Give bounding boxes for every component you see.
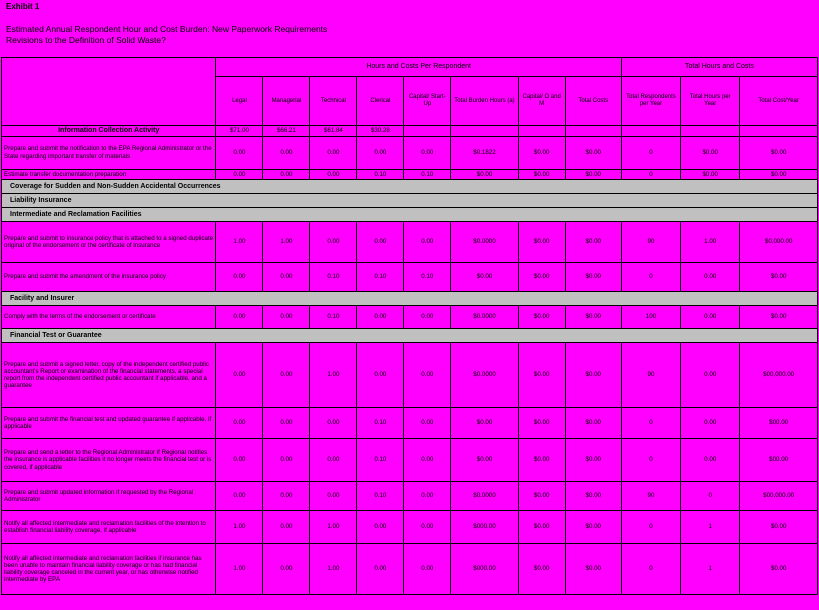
table-row [2,263,818,292]
rate-blank-5 [621,126,680,137]
cell-total-cost-year: $00,000.00 [740,343,818,408]
cell-total-burden-hours: $0.00 [451,408,518,439]
cell-managerial: 1.00 [263,222,310,263]
cell-legal: 1.00 [216,511,263,544]
cell-total-burden-hours: $0.0000 [451,343,518,408]
table-row [2,482,818,511]
table-row [2,222,818,263]
cell-total-hours: 0.00 [681,306,740,329]
cell-total-costs: $0.00 [565,482,621,511]
cell-total-costs: $0.00 [565,544,621,595]
cell-technical: 1.00 [310,343,357,408]
cell-total-cost-year: $00.00 [740,439,818,482]
activity-label: Notify all affected intermediate and reclamation facilities of the intention to establish financial liability coverage, if applicable [2,511,216,544]
cell-technical: 0.10 [310,306,357,329]
column-header-total-respondents: Total Respondents per Year [621,77,680,126]
cell-managerial: 0.00 [263,263,310,292]
cell-technical: 0.00 [310,482,357,511]
activity-column-header: Information Collection Activity [2,126,216,137]
column-header-legal: Legal [216,77,263,126]
table-row [2,306,818,329]
cell-total-burden-hours: $0.00 [451,263,518,292]
cell-managerial: 0.00 [263,439,310,482]
cell-clerical: 0.10 [357,169,404,180]
cell-total-respondents: 100 [621,306,680,329]
column-header-total-costs: Total Costs [565,77,621,126]
cell-legal: 0.00 [216,343,263,408]
cell-capital-om: $0.00 [518,136,565,169]
column-header-managerial: Managerial [263,77,310,126]
rate-blank-1 [404,126,451,137]
section-header-facility-insurer: Facility and Insurer [2,292,818,306]
rate-technical: $61.84 [310,126,357,137]
cell-legal: 0.00 [216,439,263,482]
cell-technical: 0.00 [310,136,357,169]
cell-total-costs: $0.00 [565,306,621,329]
rate-clerical: $30.28 [357,126,404,137]
cell-total-hours: $0.00 [681,136,740,169]
cell-capital-startup: 0.00 [404,511,451,544]
cell-total-respondents: 0 [621,544,680,595]
cell-managerial: 0.00 [263,136,310,169]
cell-technical: 0.10 [310,263,357,292]
column-header-capital-startup: Capital/ Start-Up [404,77,451,126]
cell-total-burden-hours: $0.1822 [451,136,518,169]
activity-label: Comply with the terms of the endorsement or certificate [2,306,216,329]
activity-label: Prepare and send a letter to the Regional Administrator if Regional notifies the insurance is applicable facilities it no longer meets the financial test or is covered, if applicable [2,439,216,482]
cell-clerical: 0.00 [357,222,404,263]
table-rates-row [2,126,818,137]
activity-label: Prepare and submit a signed letter, copy of the independent certified public accountant's Report or examination of the financial statements, a special report from the independent certified public accountant if applicable, and a guarantee [2,343,216,408]
cell-capital-startup: 0.00 [404,222,451,263]
cell-capital-startup: 0.00 [404,544,451,595]
cell-total-hours: 0.00 [681,263,740,292]
section-row [2,292,818,306]
cell-total-respondents: 0 [621,136,680,169]
section-row [2,194,818,208]
cell-clerical: 0.00 [357,136,404,169]
section-header-financial-test: Financial Test or Guarantee [2,329,818,343]
cell-total-respondents: 0 [621,408,680,439]
cell-total-hours: 1.00 [681,222,740,263]
cell-total-burden-hours: $0.0000 [451,222,518,263]
header-corner-cell [2,58,216,126]
cell-clerical: 0.10 [357,263,404,292]
cell-capital-startup: 0.00 [404,439,451,482]
cell-total-burden-hours: $0.00 [451,439,518,482]
cell-legal: 0.00 [216,306,263,329]
title-line-1: Estimated Annual Respondent Hour and Cost Burden: New Paperwork Requirements [6,24,328,34]
activity-label: Prepare and submit updated information if requested by the Regional Administrator [2,482,216,511]
cell-total-cost-year: $0.00 [740,511,818,544]
cell-capital-startup: 0.00 [404,306,451,329]
cell-total-costs: $0.00 [565,169,621,180]
group-header-per-respondent: Hours and Costs Per Respondent [216,58,621,77]
cell-technical: 1.00 [310,544,357,595]
cell-total-respondents: 90 [621,482,680,511]
column-header-technical: Technical [310,77,357,126]
cell-total-cost-year: $0.00 [740,169,818,180]
cell-capital-startup: 0.00 [404,408,451,439]
cell-managerial: 0.00 [263,169,310,180]
cell-total-respondents: 90 [621,222,680,263]
rate-blank-6 [681,126,740,137]
column-header-capital-om: Capital/ O and M [518,77,565,126]
cell-total-respondents: 0 [621,169,680,180]
activity-label: Estimate transfer documentation preparation [2,169,216,180]
cell-total-hours: 0.00 [681,343,740,408]
cell-total-hours: 0.00 [681,408,740,439]
title-line-2: Revisions to the Definition of Solid Waste? [6,35,166,45]
cell-total-burden-hours: $000.00 [451,511,518,544]
rate-managerial: $66.21 [263,126,310,137]
cell-capital-om: $0.00 [518,263,565,292]
cell-capital-startup: 0.00 [404,482,451,511]
cell-clerical: 0.00 [357,306,404,329]
rate-blank-4 [565,126,621,137]
cell-capital-om: $0.00 [518,544,565,595]
cell-technical: 0.00 [310,439,357,482]
cell-total-hours: 0.00 [681,439,740,482]
cell-capital-om: $0.00 [518,482,565,511]
cell-capital-om: $0.00 [518,222,565,263]
cell-total-costs: $0.00 [565,439,621,482]
activity-label: Prepare and submit the notification to the EPA Regional Administrator or the State regarding important transfer of materials [2,136,216,169]
activity-label: Notify all affected intermediate and reclamation facilities if insurance has been unable to maintain financial liability coverage or has had financial liability coverage canceled in the current year, or has otherwise notified intermediate by EPA [2,544,216,595]
rate-blank-2 [451,126,518,137]
cell-legal: 0.00 [216,482,263,511]
cell-managerial: 0.00 [263,544,310,595]
rate-blank-7 [740,126,818,137]
cell-total-hours: 1 [681,544,740,595]
cell-total-costs: $0.00 [565,408,621,439]
cell-technical: 0.00 [310,408,357,439]
burden-table [1,57,818,595]
table-row [2,408,818,439]
cell-managerial: 0.00 [263,511,310,544]
cell-legal: 1.00 [216,222,263,263]
section-header-intermediate-reclamation: Intermediate and Reclamation Facilities [2,208,818,222]
cell-technical: 0.00 [310,169,357,180]
cell-clerical: 0.00 [357,343,404,408]
exhibit-label: Exhibit 1 [6,2,40,11]
table-row [2,169,818,180]
table-row [2,136,818,169]
activity-label: Prepare and submit the amendment of the insurance policy [2,263,216,292]
rate-blank-3 [518,126,565,137]
cell-managerial: 0.00 [263,482,310,511]
cell-managerial: 0.00 [263,306,310,329]
cell-clerical: 0.10 [357,482,404,511]
cell-total-cost-year: $0.00 [740,544,818,595]
cell-total-hours: 0 [681,482,740,511]
column-header-total-burden-hours: Total Burden Hours (a) [451,77,518,126]
cell-legal: 0.00 [216,408,263,439]
cell-total-burden-hours: $000.00 [451,544,518,595]
page-title [6,24,506,46]
cell-total-cost-year: $0.00 [740,136,818,169]
table-row [2,343,818,408]
cell-capital-om: $0.00 [518,439,565,482]
section-row [2,180,818,194]
cell-total-costs: $0.00 [565,136,621,169]
cell-total-respondents: 0 [621,439,680,482]
cell-clerical: 0.00 [357,544,404,595]
cell-total-respondents: 0 [621,263,680,292]
cell-total-cost-year: $0.00 [740,263,818,292]
cell-legal: 0.00 [216,263,263,292]
cell-total-hours: 1 [681,511,740,544]
cell-total-burden-hours: $0.0000 [451,306,518,329]
table-group-header-row [2,58,818,77]
cell-clerical: 0.10 [357,408,404,439]
cell-total-hours: $0.00 [681,169,740,180]
column-header-total-hours: Total Hours per Year [681,77,740,126]
column-header-clerical: Clerical [357,77,404,126]
cell-total-cost-year: $00,000.00 [740,482,818,511]
cell-capital-startup: 0.00 [404,343,451,408]
cell-capital-om: $0.00 [518,306,565,329]
cell-capital-startup: 0.10 [404,169,451,180]
cell-capital-om: $0.00 [518,408,565,439]
cell-clerical: 0.10 [357,439,404,482]
section-header-sudden-occurrences: Coverage for Sudden and Non-Sudden Accidental Occurrences [2,180,818,194]
cell-total-respondents: 90 [621,343,680,408]
cell-total-costs: $0.00 [565,222,621,263]
section-header-liability-insurance: Liability Insurance [2,194,818,208]
cell-total-costs: $0.00 [565,511,621,544]
cell-total-costs: $0.00 [565,263,621,292]
cell-capital-om: $0.00 [518,343,565,408]
cell-technical: 0.00 [310,222,357,263]
cell-capital-startup: 0.10 [404,263,451,292]
cell-total-respondents: 0 [621,511,680,544]
activity-label: Prepare and submit to insurance policy that is attached to a signed duplicate original of the endorsement or the certificate of insurance [2,222,216,263]
cell-capital-startup: 0.00 [404,136,451,169]
section-row [2,329,818,343]
cell-capital-om: $0.00 [518,169,565,180]
cell-capital-om: $0.00 [518,511,565,544]
cell-total-burden-hours: $0.00 [451,169,518,180]
cell-legal: 0.00 [216,169,263,180]
group-header-totals: Total Hours and Costs [621,58,817,77]
cell-total-cost-year: $00.00 [740,408,818,439]
table-row [2,544,818,595]
section-row [2,208,818,222]
cell-legal: 1.00 [216,544,263,595]
cell-legal: 0.00 [216,136,263,169]
rate-legal: $71.00 [216,126,263,137]
cell-total-burden-hours: $0.0000 [451,482,518,511]
cell-total-cost-year: $0.00 [740,306,818,329]
table-row [2,439,818,482]
column-header-total-cost-year: Total Cost/Year [740,77,818,126]
activity-label: Prepare and submit the financial test and updated guarantee if applicable, if applicable [2,408,216,439]
cell-managerial: 0.00 [263,343,310,408]
table-row [2,511,818,544]
cell-clerical: 0.00 [357,511,404,544]
cell-technical: 1.00 [310,511,357,544]
cell-total-cost-year: $0,000.00 [740,222,818,263]
cell-managerial: 0.00 [263,408,310,439]
cell-total-costs: $0.00 [565,343,621,408]
